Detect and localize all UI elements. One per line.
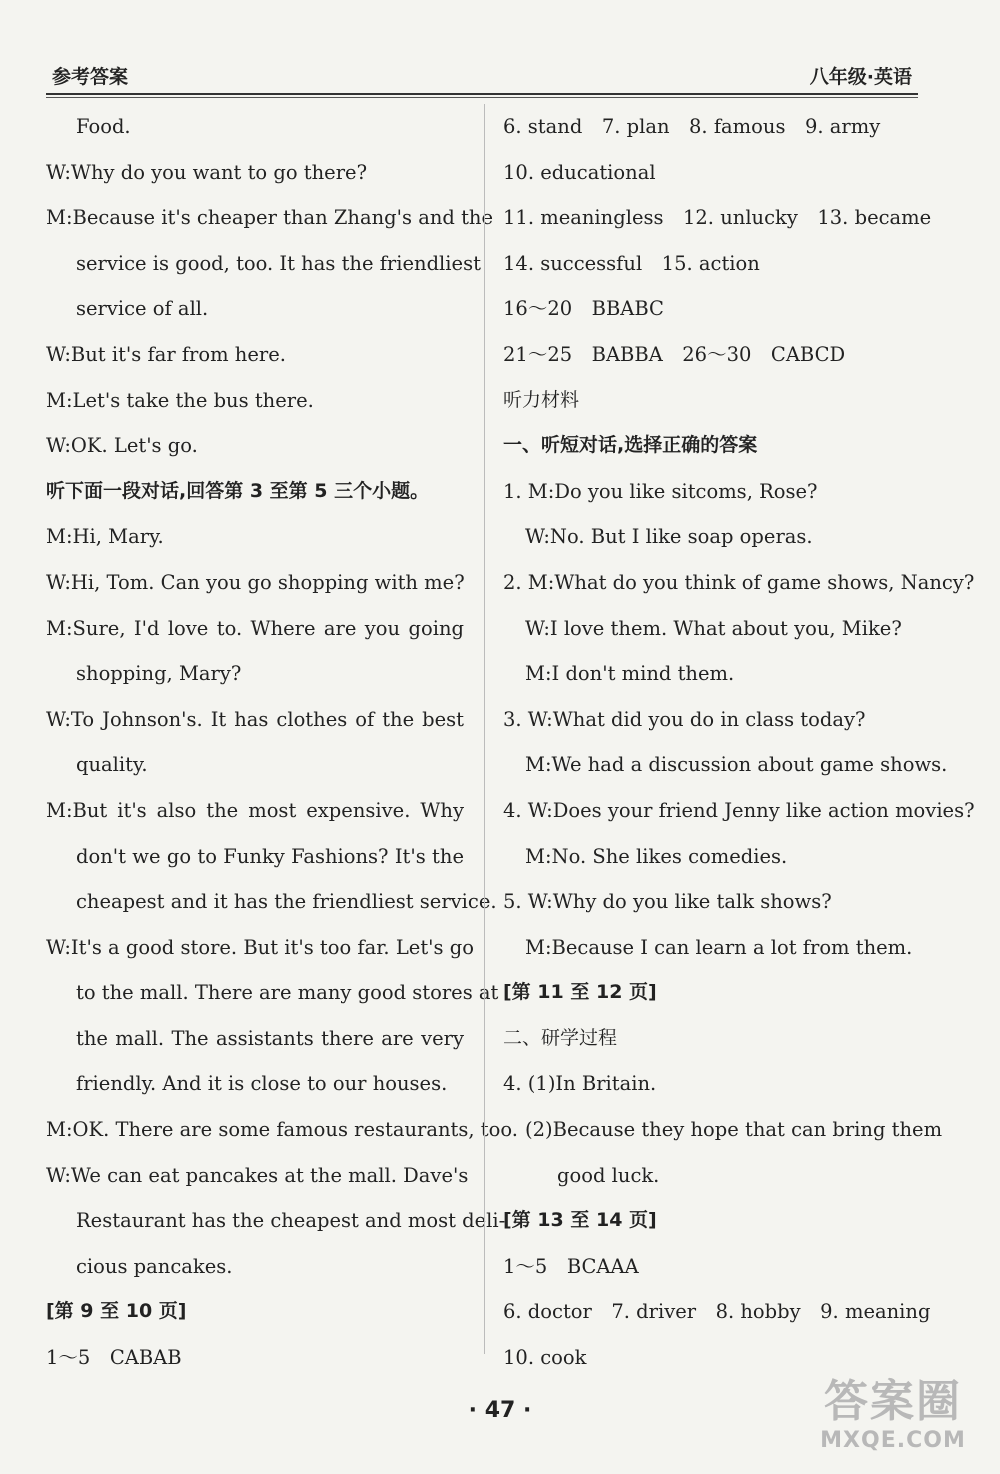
left-column-line: [第 9 至 10 页] (46, 1300, 187, 1323)
running-header-title: 参考答案 (52, 66, 129, 88)
left-column-line: friendly. And it is close to our houses. (76, 1072, 448, 1096)
left-column-line: 听下面一段对话,回答第 3 至第 5 三个小题。 (46, 479, 430, 502)
right-column-line: 4. (1)In Britain. (503, 1072, 657, 1096)
right-column-line: 6. doctor 7. driver 8. hobby 9. meaning (503, 1300, 931, 1324)
left-column-line: M:OK. There are some famous restaurants, too. (46, 1118, 518, 1142)
right-column-line: 14. successful 15. action (503, 251, 760, 275)
left-column-line: W:It's a good store. But it's too far. Let's go (46, 935, 474, 959)
left-column-line: cious pancakes. (76, 1254, 233, 1278)
left-column-line: W:Hi, Tom. Can you go shopping with me? (46, 570, 465, 594)
right-column-line: 一、听短对话,选择正确的答案 (503, 434, 758, 457)
left-column-line: quality. (76, 753, 148, 777)
right-column (503, 104, 975, 1381)
right-column-line: 1. M:Do you like sitcoms, Rose? (503, 479, 818, 503)
left-column-line: to the mall. There are many good stores at (76, 981, 499, 1005)
left-column-line: W:We can eat pancakes at the mall. Dave's (46, 1163, 469, 1187)
right-column-line: W:I love them. What about you, Mike? (525, 616, 902, 640)
watermark-text: 答案圈 (824, 1376, 962, 1427)
left-column-line: service is good, too. It has the friendliest (76, 251, 481, 275)
left-column-line: Food. (76, 115, 131, 138)
left-column-line: W:To Johnson's. It has clothes of the best (46, 707, 464, 731)
right-column-line: 6. stand 7. plan 8. famous 9. army (503, 115, 881, 138)
right-column-line: 5. W:Why do you like talk shows? (503, 890, 832, 914)
left-column-line: cheapest and it has the friendliest service. (76, 890, 497, 914)
left-column-line: Restaurant has the cheapest and most deli- (76, 1209, 506, 1233)
right-column-line: M:We had a discussion about game shows. (525, 753, 948, 777)
left-column-line: M:Hi, Mary. (46, 525, 164, 549)
left-column-line: W:But it's far from here. (46, 342, 286, 366)
right-column-line: 1～5 BCAAA (503, 1254, 639, 1278)
right-column-line: 二、研学过程 (503, 1026, 618, 1049)
left-column-line: M:But it's also the most expensive. Why (46, 798, 464, 822)
right-column-line: 4. W:Does your friend Jenny like action movies? (503, 798, 975, 822)
left-column-line: M:Sure, I'd love to. Where are you going (46, 616, 464, 640)
right-column-line: 11. meaningless 12. unlucky 13. became (503, 206, 932, 230)
header-rule (46, 93, 918, 95)
right-column-line: [第 13 至 14 页] (503, 1209, 657, 1232)
right-column-line: W:No. But I like soap operas. (525, 525, 813, 549)
watermark-url: MXQE.COM (820, 1428, 966, 1453)
right-column-line: good luck. (557, 1163, 660, 1187)
left-column-line: M:Let's take the bus there. (46, 388, 314, 412)
right-column-line: 听力材料 (503, 388, 580, 411)
right-column-line: M:I don't mind them. (525, 662, 735, 686)
left-column-line: W:Why do you want to go there? (46, 160, 368, 184)
page-number: · 47 · (468, 1398, 532, 1423)
right-column-line: 2. M:What do you think of game shows, Nancy? (503, 570, 975, 594)
watermark-logo (798, 1376, 988, 1466)
left-column (46, 104, 518, 1381)
running-header-subject: 八年级·英语 (809, 66, 912, 88)
column-divider (484, 104, 485, 1354)
right-column-line: 21～25 BABBA 26～30 CABCD (503, 342, 846, 366)
left-column-line: W:OK. Let's go. (46, 434, 198, 458)
header-rule-thin (46, 97, 918, 98)
left-column-line: service of all. (76, 297, 209, 321)
left-column-line: shopping, Mary? (76, 662, 242, 686)
left-column-line: M:Because it's cheaper than Zhang's and the (46, 206, 494, 230)
right-column-line: M:Because I can learn a lot from them. (525, 935, 913, 959)
right-column-line: M:No. She likes comedies. (525, 844, 788, 868)
left-column-line: 1～5 CABAB (46, 1346, 182, 1370)
right-column-line: 3. W:What did you do in class today? (503, 707, 866, 731)
right-column-line: 10. educational (503, 160, 656, 184)
right-column-line: [第 11 至 12 页] (503, 981, 657, 1004)
left-column-line: don't we go to Funky Fashions? It's the (76, 844, 464, 868)
right-column-line: (2)Because they hope that can bring them (525, 1118, 943, 1142)
left-column-line: the mall. The assistants there are very (76, 1026, 464, 1050)
right-column-line: 10. cook (503, 1346, 587, 1370)
right-column-line: 16～20 BBABC (503, 297, 664, 321)
